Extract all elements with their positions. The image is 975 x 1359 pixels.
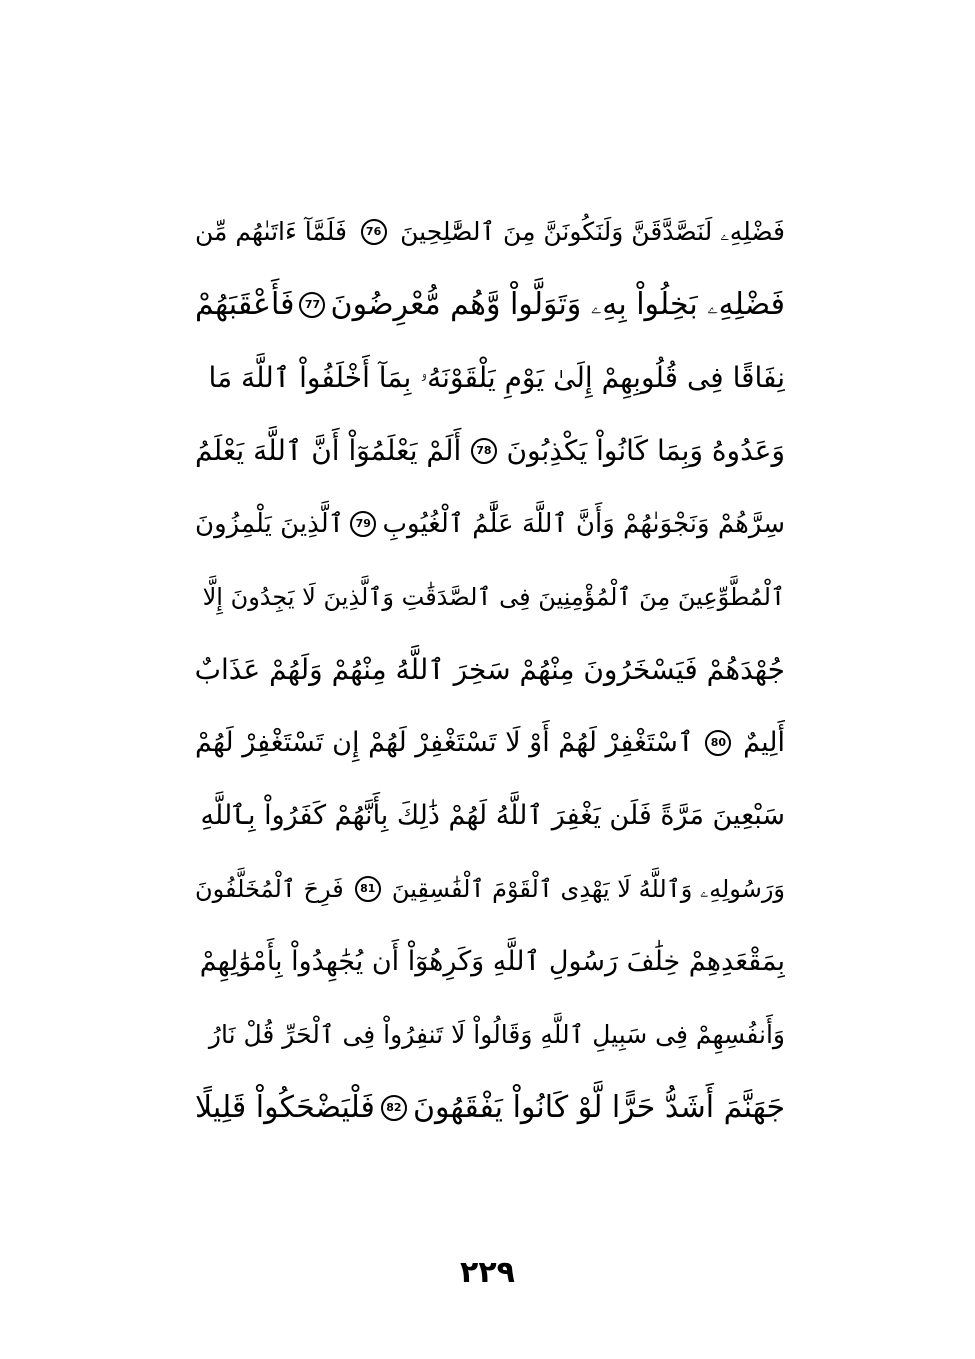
verse-text: نِفَاقًا فِى قُلُوبِهِمْ إِلَىٰ يَوْمِ يَلْقَوْنَهُۥ بِمَآ أَخْلَفُواْ ٱللَّهَ مَا (208, 360, 785, 394)
verse-text: فَلْيَضْحَكُواْ قَلِيلًا (195, 1090, 375, 1125)
text-line (195, 487, 785, 560)
verse-text: بِمَقْعَدِهِمْ خِلَٰفَ رَسُولِ ٱللَّهِ وَكَرِهُوٓاْ أَن يُجَٰهِدُواْ بِأَمْوَٰلِهِمْ (199, 946, 785, 977)
ayah-number-marker: 82 (381, 1095, 407, 1121)
text-line (195, 779, 785, 852)
verse-text: جَهَنَّمَ أَشَدُّ حَرًّا لَّوْ كَانُواْ يَفْقَهُونَ (412, 1090, 785, 1125)
verse-text: وَأَنفُسِهِمْ فِى سَبِيلِ ٱللَّهِ وَقَالُواْ لَا تَنفِرُواْ فِى ٱلْحَرِّ قُلْ نَارُ (208, 1020, 785, 1049)
text-line (195, 560, 785, 633)
verse-text: أَلَمْ يَعْلَمُوٓاْ أَنَّ ٱللَّهَ يَعْلَمُ (195, 434, 462, 467)
ayah-number-marker: 76 (361, 219, 387, 245)
verse-text: ٱلْمُطَّوِّعِينَ مِنَ ٱلْمُؤْمِنِينَ فِى ٱلصَّدَقَٰتِ وَٱلَّذِينَ لَا يَجِدُونَ إِلَّا (202, 582, 785, 611)
verse-text: فَلَمَّآ ءَاتَىٰهُم مِّن (195, 217, 347, 246)
verse-text: فَرِحَ ٱلْمُخَلَّفُونَ (195, 874, 344, 903)
text-line (195, 268, 785, 341)
verse-text: فَأَعْقَبَهُمْ (195, 287, 295, 322)
verse-text: وَرَسُولِهِۦ وَٱللَّهُ لَا يَهْدِى ٱلْقَوْمَ ٱلْفَٰسِقِينَ (391, 874, 785, 903)
ayah-number-marker: 81 (355, 876, 381, 902)
verse-text: سِرَّهُمْ وَنَجْوَىٰهُمْ وَأَنَّ ٱللَّهَ عَلَّٰمُ ٱلْغُيُوبِ (382, 508, 785, 539)
page-number: ٢٢٩ (460, 1255, 515, 1290)
verse-text: ٱسْتَغْفِرْ لَهُمْ أَوْ لَا تَسْتَغْفِرْ لَهُمْ إِن تَسْتَغْفِرْ لَهُمْ (195, 727, 694, 758)
ayah-number-marker: 77 (299, 292, 325, 318)
text-line (195, 341, 785, 414)
verse-text: أَلِيمٌ (743, 727, 785, 758)
text-line (195, 414, 785, 487)
text-line (195, 852, 785, 925)
ayah-number-marker: 79 (350, 511, 376, 537)
verse-text: سَبْعِينَ مَرَّةً فَلَن يَغْفِرَ ٱللَّهُ لَهُمْ ذَٰلِكَ بِأَنَّهُمْ كَفَرُواْ بِٱللَّهِ (200, 800, 785, 831)
verse-text: جُهْدَهُمْ فَيَسْخَرُونَ مِنْهُمْ سَخِرَ ٱللَّهُ مِنْهُمْ وَلَهُمْ عَذَابٌ (195, 653, 785, 686)
verse-text: وَعَدُوهُ وَبِمَا كَانُواْ يَكْذِبُونَ (506, 434, 785, 467)
text-line (195, 998, 785, 1071)
text-line (195, 925, 785, 998)
ayah-number-marker: 78 (471, 438, 497, 464)
quran-text-block (195, 195, 785, 1144)
verse-text: فَضْلِهِۦ لَنَصَّدَّقَنَّ وَلَنَكُونَنَّ مِنَ ٱلصَّٰلِحِينَ (400, 216, 785, 246)
verse-text: فَضْلِهِۦ بَخِلُواْ بِهِۦ وَتَوَلَّواْ وَّهُم مُّعْرِضُونَ (330, 287, 785, 322)
text-line (195, 195, 785, 268)
ayah-number-marker: 80 (705, 730, 731, 756)
text-line (195, 1071, 785, 1144)
text-line (195, 706, 785, 779)
text-line (195, 633, 785, 706)
verse-text: ٱلَّذِينَ يَلْمِزُونَ (195, 508, 344, 539)
